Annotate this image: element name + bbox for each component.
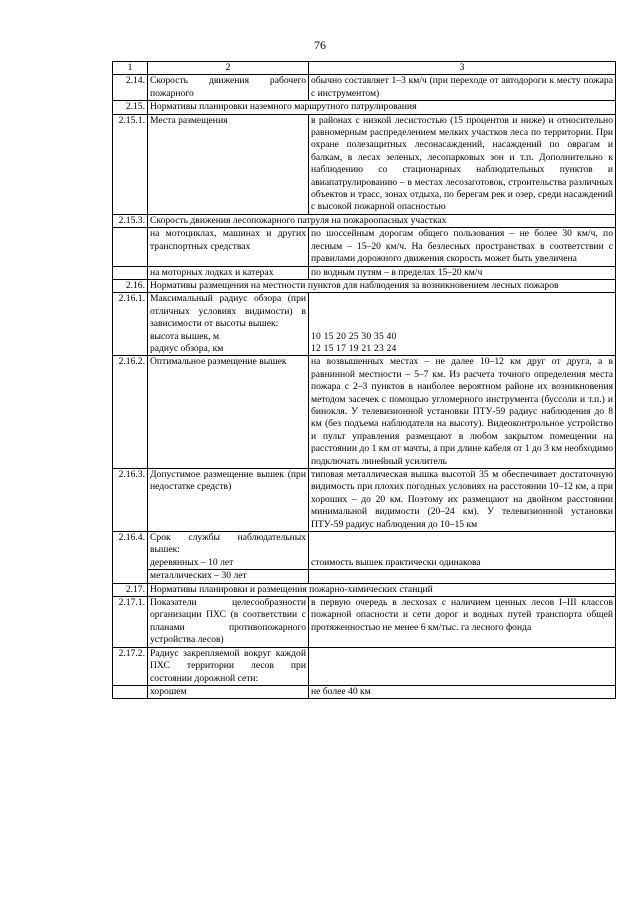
row-number: 2.15. [113, 101, 148, 114]
column-header-1: 1 [113, 62, 148, 75]
table-row [113, 114, 616, 214]
row-indicator: на моторных лодках и катерах [148, 266, 309, 279]
row-value: типовая металлическая вышка высотой 35 м обеспечивает достаточную видимость при плохих погодных условиях на расстоянии 10–12 км, а при хороших – до 20 км. Поэтому их размещают на двойном расстоянии минимальной видимости (20–24 км). У телевизионной установки ПТУ-59 радиус наблюдения до 10–15 км [309, 469, 616, 532]
row-number [113, 685, 148, 698]
row-indicator: Максимальный радиус обзора (при отличных условиях видимости) в зависимости от высоты вышек: [150, 293, 306, 330]
row-number: 2.17.1. [113, 597, 148, 648]
row-number: 2.15.3. [113, 214, 148, 227]
column-header-2: 2 [148, 62, 309, 75]
table-header-row [113, 62, 616, 75]
row-number: 2.16. [113, 279, 148, 292]
row-number: 2.15.1. [113, 114, 148, 214]
metal-towers-label: металлических – 30 лет [148, 570, 309, 583]
table-row [113, 532, 616, 570]
table-row [113, 685, 616, 698]
section-row [113, 583, 616, 596]
row-number: 2.16.3. [113, 469, 148, 532]
row-indicator: Срок службы наблюдательных вышек: [150, 532, 306, 556]
row-value [309, 570, 616, 583]
section-title: Нормативы размещения на местности пунктов для наблюдения за возникновением лесных пожаров [148, 279, 616, 292]
row-value: в первую очередь в лесхозах с наличием ценных лесов I–III классов пожарной опасности и сети дорог и водных путей транспорта общей протяженностью не менее 6 км/тыс. га лесного фонда [309, 597, 616, 648]
section-title: Скорость движения лесопожарного патруля на пожароопасных участках [148, 214, 616, 227]
row-indicator: на мотоциклах, машинах и других транспортных средствах [148, 228, 309, 266]
wooden-towers-label: деревянных – 10 лет [150, 556, 234, 568]
row-value [309, 647, 616, 685]
table-row [113, 75, 616, 101]
table-row [113, 293, 616, 356]
section-row [113, 101, 616, 114]
row-indicator: Скорость движения рабочего пожарного [148, 75, 309, 101]
row-value: стоимость вышек практически одинакова [309, 532, 616, 570]
table-row [113, 469, 616, 532]
row-value: на возвышенных местах – не далее 10–12 км друг от друга, а в равнинной местности – 5–7 км. Из расчета точного определения места пожара с 2–3 пунктов в наиболее вероятном районе их возникновения методом засечек с помощью угломерного инструмента (буссоли и т.п.) и бинокля. У телевизионной установки ПТУ-59 радиус наблюдения до 8 км (без подъема наблюдателя на высоту). Видеоконтрольное устройство и пульт управления размещают в любом закрытом помещении на расстоянии до 1 км от мачты, а при длине кабеля от 1 до 3 км необходимо подключать линейный усилитель [309, 356, 616, 469]
row-number: 2.16.1. [113, 293, 148, 356]
table-row [113, 356, 616, 469]
section-title: Нормативы планировки наземного маршрутного патрулирования [148, 101, 616, 114]
table-row [113, 570, 616, 583]
row-indicator: Показатели целесообразности организации ПХС (в соответствии с планами противопожарного устройства лесов) [148, 597, 309, 648]
view-radius-label: радиус обзора, км [150, 342, 224, 354]
section-row [113, 214, 616, 227]
row-value: в районах с низкой лесистостью (15 процентов и ниже) и относительно равномерным распределением мелких участков леса по территории. При охране полезащитных лесонасаждений, насаждений по оврагам и балкам, в лесах зеленых, лесопарковых зон и т.п. Дополнительно к наблюдению со стационарных наблюдательных пунктов и авиапатрулированию – в местах лесозаготовок, строительства различных объектов и трасс, зонах отдыха, по берегам рек и озер, среди насаждений с высокой пожарной опасностью [309, 114, 616, 214]
row-number: 2.14. [113, 75, 148, 101]
row-value: не более 40 км [309, 685, 616, 698]
table-row [113, 266, 616, 279]
row-indicator: Оптимальное размещение вышек [148, 356, 309, 469]
table-row [113, 228, 616, 266]
tower-height-values: 10 15 20 25 30 35 40 [311, 330, 397, 342]
row-number: 2.16.2. [113, 356, 148, 469]
row-indicator: Места размещения [148, 114, 309, 214]
row-number: 2.16.4. [113, 532, 148, 584]
row-number [113, 266, 148, 279]
row-number: 2.17. [113, 583, 148, 596]
row-value: по шоссейным дорогам общего пользования – не более 30 км/ч, по лесным – 15–20 км/ч. На безлесных пространствах в соответствии с правилами дорожного движения скорость может быть увеличена [309, 228, 616, 266]
column-header-3: 3 [309, 62, 616, 75]
norms-table [112, 61, 616, 699]
row-number: 2.17.2. [113, 647, 148, 685]
view-radius-values: 12 15 17 19 21 23 24 [311, 342, 397, 354]
tower-height-label: высота вышек, м [150, 330, 220, 342]
row-indicator: хорошем [148, 685, 309, 698]
row-indicator: Радиус закрепляемой вокруг каждой ПХС территории лесов при состоянии дорожной сети: [148, 647, 309, 685]
table-row [113, 597, 616, 648]
page-number: 76 [314, 38, 326, 52]
row-value: по водным путям – в пределах 15–20 км/ч [309, 266, 616, 279]
section-title: Нормативы планировки и размещения пожарно-химических станций [148, 583, 616, 596]
row-value: обычно составляет 1–3 км/ч (при переходе от автодороги к месту пожара с инструментом) [309, 75, 616, 101]
section-row [113, 279, 616, 292]
row-number [113, 228, 148, 266]
row-indicator: Допустимое размещение вышек (при недостатке средств) [148, 469, 309, 532]
table-row [113, 647, 616, 685]
